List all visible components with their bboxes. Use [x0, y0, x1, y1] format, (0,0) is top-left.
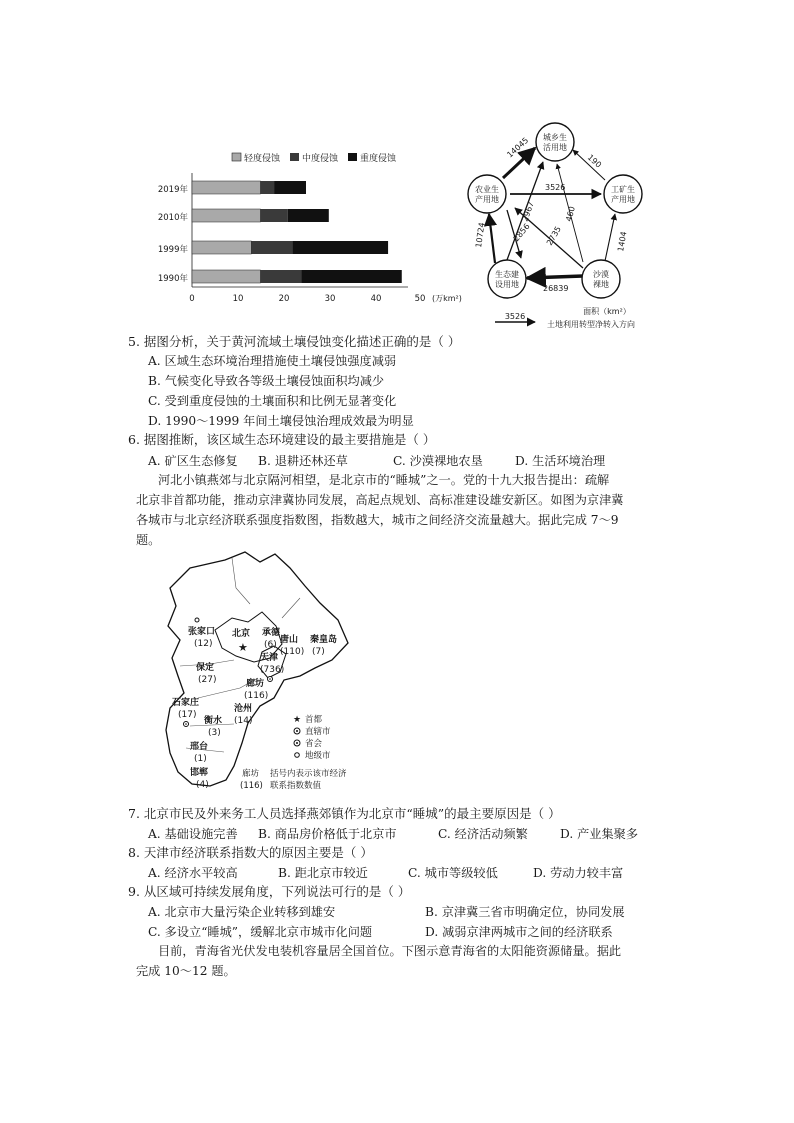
svg-text:裸地: 裸地 — [593, 280, 609, 289]
legend-example-text2: 联系指数数值 — [270, 781, 322, 791]
city-index-shijiazhuang: (17) — [178, 710, 197, 720]
city-label-cangzhou: 沧州 — [234, 704, 253, 714]
bar-1999-light — [192, 241, 251, 254]
diagram-legend — [495, 306, 635, 329]
city-label-shijiazhuang: 石家庄 — [172, 698, 200, 708]
question-8-option-d: D. 劳动力较丰富 — [533, 866, 624, 880]
svg-text:农业生: 农业生 — [475, 185, 499, 194]
category-label-1999: 1999年 — [157, 245, 188, 255]
passage-2-line-2: 完成 10～12 题。 — [136, 964, 236, 978]
legend-swatch-heavy — [348, 153, 357, 161]
city-index-cangzhou: (14) — [234, 716, 253, 726]
legend-example-idx: (116) — [240, 781, 263, 791]
flow-value-desert-industrial: 1404 — [616, 230, 629, 253]
legend-municipality: 直辖市 — [305, 727, 331, 737]
question-5-option-c: C. 受到重度侵蚀的土壤面积和比例无显著变化 — [148, 394, 397, 408]
arrow-desert-industrial — [605, 214, 615, 261]
legend-label-medium: 中度侵蚀 — [302, 154, 339, 164]
question-7-option-b: B. 商品房价格低于北京市 — [258, 827, 397, 841]
passage-1-line-4: 题。 — [136, 533, 161, 547]
city-index-handan: (4) — [196, 780, 209, 790]
city-index-hengshui: (3) — [208, 728, 221, 738]
svg-text:沙漠: 沙漠 — [593, 270, 609, 279]
question-7-option-c: C. 经济活动频繁 — [438, 827, 528, 841]
x-tick-10: 10 — [232, 294, 244, 304]
flow-value-eco-urban: 2967 — [520, 200, 536, 223]
city-index-zhangjiakou: (12) — [194, 639, 213, 649]
question-9-stem: 9. 从区域可持续发展角度，下列说法可行的是（ ） — [128, 884, 411, 899]
svg-text:活用地: 活用地 — [543, 143, 567, 152]
flow-value-desert-agri: 2735 — [544, 224, 563, 247]
question-9-option-a: A. 北京市大量污染企业转移到雄安 — [148, 905, 336, 919]
legend-provincial-capital: 省会 — [305, 739, 323, 749]
city-label-chengde: 承德 — [262, 628, 281, 638]
category-label-2019: 2019年 — [157, 185, 188, 195]
city-dot-zhangjiakou — [195, 618, 199, 622]
flow-value-desert-urban: 460 — [564, 205, 577, 223]
city-index-tangshan: (110) — [280, 647, 305, 657]
legend-example-name: 廊坊 — [242, 769, 260, 779]
question-7-option-a: A. 基础设施完善 — [148, 827, 238, 841]
city-label-xingtai: 邢台 — [190, 742, 209, 752]
question-8-stem: 8. 天津市经济联系指数大的原因主要是（ ） — [128, 845, 373, 860]
passage-1-line-2: 北京非首都功能，推动京津冀协同发展，高起点规划、高标准建设雄安新区。如图为京津冀 — [136, 493, 624, 507]
question-7-stem: 7. 北京市民及外来务工人员选择燕郊镇作为北京市“睡城”的最主要原因是（ ） — [128, 806, 561, 821]
x-tick-0: 0 — [189, 294, 195, 304]
bar-1990-medium — [260, 270, 301, 283]
bar-1999-heavy — [292, 241, 388, 254]
question-8-option-c: C. 城市等级较低 — [408, 866, 498, 880]
city-label-qinhuangdao: 秦皇岛 — [310, 635, 338, 645]
city-label-tangshan: 唐山 — [280, 635, 299, 645]
question-5-option-a: A. 区域生态环境治理措施使土壤侵蚀强度减弱 — [148, 354, 397, 368]
question-9-option-b: B. 京津冀三省市明确定位，协同发展 — [425, 905, 625, 919]
question-6-option-a: A. 矿区生态修复 — [148, 454, 238, 468]
svg-text:工矿生: 工矿生 — [611, 185, 635, 194]
x-tick-50: 50 — [414, 294, 426, 304]
passage-2-line-1: 目前，青海省光伏发电装机容量居全国首位。下图示意青海省的太阳能资源储量。据此 — [158, 944, 622, 958]
legend-example-text: 括号内表示该市经济 — [270, 769, 347, 779]
category-label-2010: 2010年 — [157, 213, 188, 223]
legend-star-icon: ★ — [293, 715, 302, 725]
node-eco-land — [488, 260, 526, 298]
city-index-langfang: (116) — [244, 691, 269, 701]
city-index-baoding: (27) — [198, 675, 217, 685]
question-6-option-d: D. 生活环境治理 — [515, 454, 606, 468]
city-label-hengshui: 衡水 — [204, 716, 223, 726]
city-label-baoding: 保定 — [196, 663, 215, 673]
question-6-option-c: C. 沙漠裸地农垦 — [393, 454, 483, 468]
city-label-langfang: 廊坊 — [246, 679, 265, 689]
x-axis-unit: (万km²) — [432, 294, 462, 303]
flow-value-agri-eco: 2856 — [511, 221, 532, 244]
x-tick-30: 30 — [324, 294, 336, 304]
city-label-beijing: 北京 — [232, 629, 251, 639]
arrow-eco-agri — [489, 214, 495, 263]
x-tick-40: 40 — [370, 294, 382, 304]
map-legend — [240, 714, 347, 791]
city-index-xingtai: (1) — [194, 754, 207, 764]
chart-legend — [232, 152, 397, 164]
bar-2010-light — [192, 209, 260, 222]
city-index-chengde: (6) — [264, 640, 277, 650]
jingjinji-map — [150, 548, 380, 798]
land-use-transfer-diagram — [455, 118, 655, 333]
city-label-tianjin: 天津 — [260, 653, 279, 663]
legend-caption: 土地利用转型净转入方向 — [547, 320, 635, 329]
question-6-stem: 6. 据图推断，该区域生态环境建设的最主要措施是（ ） — [128, 432, 436, 447]
question-8-option-b: B. 距北京市较近 — [278, 866, 368, 880]
node-urban-land — [536, 123, 574, 161]
legend-prefecture-icon — [295, 753, 300, 758]
city-label-handan: 邯郸 — [190, 768, 209, 778]
flow-value-agri-urban: 14045 — [505, 135, 531, 160]
flow-value-industrial-urban: 190 — [585, 152, 604, 170]
bar-1999-medium — [251, 241, 292, 254]
question-6-option-b: B. 退耕还林还草 — [258, 454, 348, 468]
legend-swatch-light — [232, 153, 241, 161]
flow-value-agri-industrial: 3526 — [545, 183, 566, 192]
bar-1990-light — [192, 270, 260, 283]
svg-text:生态建: 生态建 — [495, 270, 519, 279]
node-industrial-land — [604, 175, 642, 213]
bars-1990 — [192, 270, 402, 283]
bar-2019-medium — [260, 181, 274, 194]
city-index-tianjin: (736) — [260, 665, 285, 675]
bar-2019-heavy — [274, 181, 306, 194]
bars-2019 — [192, 181, 306, 194]
svg-text:产用地: 产用地 — [611, 195, 635, 204]
legend-prefecture: 地级市 — [305, 751, 331, 761]
capital-star-icon: ★ — [238, 641, 248, 654]
flow-value-desert-eco: 26839 — [543, 284, 569, 293]
question-5-option-b: B. 气候变化导致各等级土壤侵蚀面积均减少 — [148, 374, 385, 388]
bar-1990-heavy — [301, 270, 401, 283]
legend-capital: 首都 — [305, 715, 323, 725]
svg-text:产用地: 产用地 — [475, 195, 499, 204]
city-index-qinhuangdao: (7) — [312, 647, 325, 657]
legend-swatch-medium — [290, 153, 299, 161]
arrow-desert-eco — [527, 276, 583, 278]
question-7-option-d: D. 产业集聚多 — [560, 827, 639, 841]
bar-2019-light — [192, 181, 260, 194]
x-tick-20: 20 — [278, 294, 290, 304]
passage-1-line-1: 河北小镇燕郊与北京隔河相望，是北京市的“睡城”之一。党的十九大报告提出：疏解 — [158, 473, 610, 487]
node-agri-land — [468, 175, 506, 213]
bars-2010 — [192, 209, 329, 222]
bar-2010-medium — [260, 209, 287, 222]
legend-label-light: 轻度侵蚀 — [244, 154, 281, 164]
question-8-option-a: A. 经济水平较高 — [148, 866, 238, 880]
passage-1-line-3: 各城市与北京经济联系强度指数图，指数越大，城市之间经济交流量越大。据此完成 7～9 — [136, 513, 619, 527]
question-5-stem: 5. 据图分析，关于黄河流域土壤侵蚀变化描述正确的是（ ） — [128, 334, 461, 349]
question-9-option-c: C. 多设立“睡城”，缓解北京市城市化问题 — [148, 925, 373, 939]
node-desert-land — [582, 260, 620, 298]
city-label-zhangjiakou: 张家口 — [188, 627, 216, 637]
bar-2010-heavy — [288, 209, 329, 222]
svg-text:城乡生: 城乡生 — [543, 133, 567, 142]
svg-text:设用地: 设用地 — [495, 280, 519, 289]
question-9-option-d: D. 减弱京津两城市之间的经济联系 — [425, 925, 613, 939]
flow-value-eco-agri: 10724 — [474, 221, 487, 249]
legend-value: 3526 — [504, 312, 526, 321]
soil-erosion-bar-chart — [150, 145, 470, 310]
bars-1999 — [192, 241, 388, 254]
question-5-option-d: D. 1990～1999 年间土壤侵蚀治理成效最为明显 — [148, 414, 414, 428]
legend-unit: 面积（km²） — [583, 307, 631, 316]
legend-label-heavy: 重度侵蚀 — [360, 154, 397, 164]
category-label-1990: 1990年 — [157, 274, 188, 284]
